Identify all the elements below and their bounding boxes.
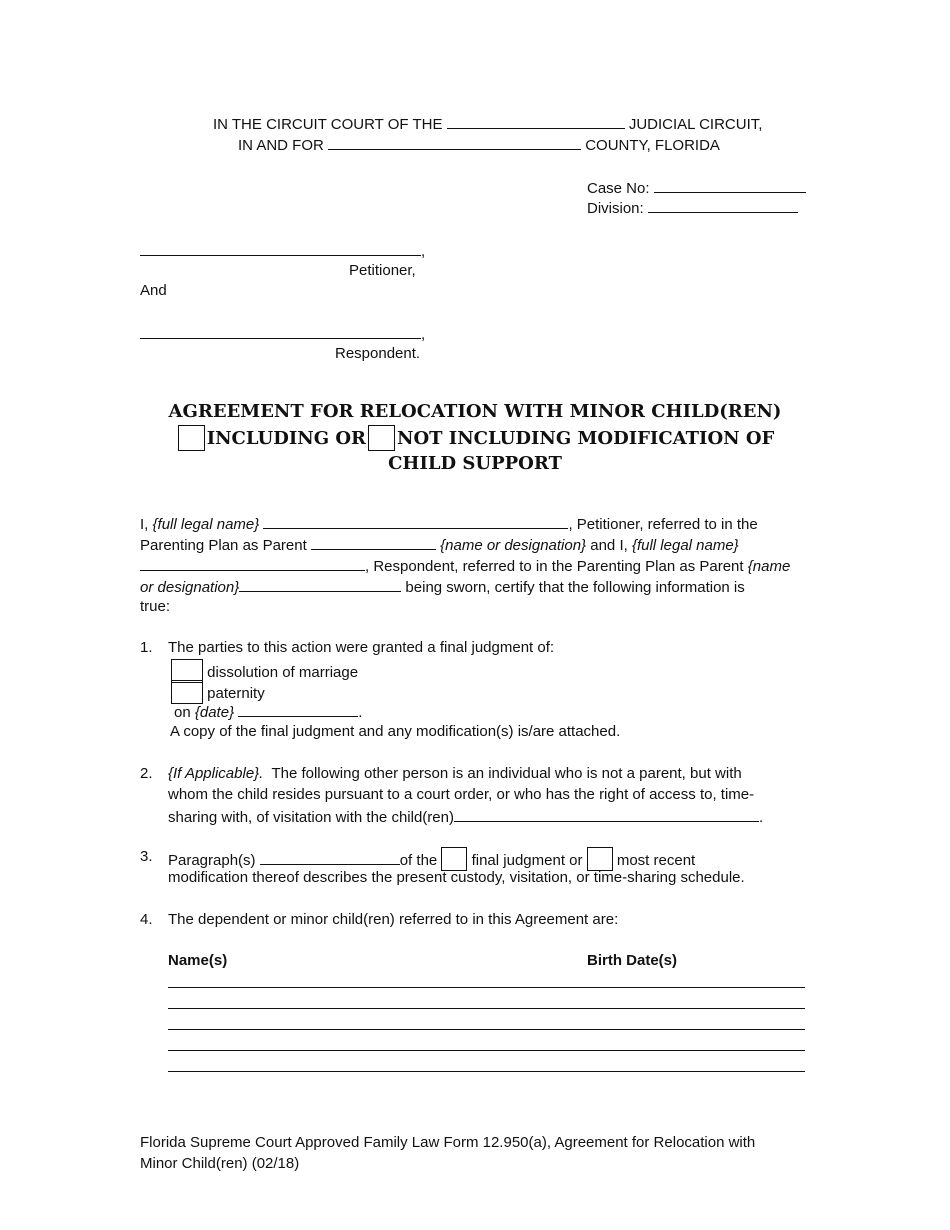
other-person-field[interactable] <box>454 806 759 822</box>
item-2-line-2: whom the child resides pursuant to a court order, or who has the right of access to, time- <box>168 786 755 803</box>
case-no-field[interactable] <box>654 177 806 193</box>
child-entry-line-1[interactable] <box>168 987 805 988</box>
including-checkbox[interactable] <box>178 425 205 451</box>
petitioner-full-name-field[interactable] <box>263 513 568 529</box>
dissolution-label: dissolution of marriage <box>207 664 359 681</box>
most-recent-label: most recent <box>616 852 696 869</box>
including-option-label: INCLUDING OR <box>206 428 367 449</box>
item-4-text: The dependent or minor child(ren) referred to in this Agreement are: <box>168 911 619 928</box>
not-including-option-label: NOT INCLUDING MODIFICATION OF <box>397 428 775 449</box>
respondent-name-row: , <box>140 323 425 345</box>
full-legal-name-hint: {full legal name} <box>152 516 260 533</box>
and-i-text: and I, <box>590 537 628 554</box>
court-line-1-end: JUDICIAL CIRCUIT, <box>628 116 763 133</box>
petitioner-label: Petitioner, <box>349 262 416 279</box>
court-line-2 <box>238 134 720 156</box>
item-2-line-3: sharing with, of visitation with the child(ren) . <box>168 806 763 828</box>
child-entry-line-2[interactable] <box>168 1008 805 1009</box>
court-line-1 <box>213 113 762 135</box>
item-1-date-row: on {date} . <box>174 701 362 723</box>
item-2-text-1: The following other person is an individual who is not a parent, but with <box>271 765 742 782</box>
paragraphs-field[interactable] <box>260 849 400 865</box>
respondent-designation-field[interactable] <box>239 576 401 592</box>
item-2-number: 2. <box>140 765 153 782</box>
case-no-label: Case No: <box>587 180 650 197</box>
item-3-line-2: modification thereof describes the present custody, visitation, or time-sharing schedule. <box>168 869 745 886</box>
court-line-1-start: IN THE CIRCUIT COURT OF THE <box>213 116 443 133</box>
petitioner-ref-text: , Petitioner, referred to in the <box>568 516 758 533</box>
form-title-line-3: CHILD SUPPORT <box>388 453 562 474</box>
intro-line-2 <box>140 534 739 556</box>
final-judgment-label: final judgment or <box>471 852 583 869</box>
petitioner-name-field[interactable] <box>140 240 421 256</box>
full-legal-name-hint-2: {full legal name} <box>631 537 739 554</box>
intro-line-1 <box>140 513 758 535</box>
name-hint-part-2: or designation} <box>140 579 240 596</box>
child-entry-line-4[interactable] <box>168 1050 805 1051</box>
parenting-plan-text: Parenting Plan as Parent <box>140 537 307 554</box>
item-1-copy-text: A copy of the final judgment and any modification(s) is/are attached. <box>170 723 621 740</box>
division-label: Division: <box>587 200 644 217</box>
respondent-ref-text: , Respondent, referred to in the Parenting Plan as Parent <box>365 558 744 575</box>
court-line-2-start: IN AND FOR <box>238 137 324 154</box>
of-the-label: of the <box>399 852 438 869</box>
date-hint: {date} <box>194 704 235 721</box>
item-4-number: 4. <box>140 911 153 928</box>
county-field[interactable] <box>328 134 581 150</box>
intro-line-5: true: <box>140 598 171 615</box>
item-3-number: 3. <box>140 848 153 865</box>
if-applicable-hint: {If Applicable}. <box>168 765 264 782</box>
division-field[interactable] <box>648 197 798 213</box>
petitioner-designation-field[interactable] <box>311 534 436 550</box>
case-no-row <box>587 177 806 199</box>
item-1-number: 1. <box>140 639 153 656</box>
footer-line-2: Minor Child(ren) (02/18) <box>140 1155 300 1172</box>
item-1-text: The parties to this action were granted a final judgment of: <box>168 639 555 656</box>
name-hint-part-1: {name <box>747 558 791 575</box>
item-2-text-3: sharing with, of visitation with the child(ren) <box>168 809 454 826</box>
respondent-label: Respondent. <box>335 345 421 362</box>
division-row <box>587 197 798 219</box>
respondent-full-name-field[interactable] <box>140 555 365 571</box>
judicial-circuit-field[interactable] <box>447 113 625 129</box>
being-sworn-text: being sworn, certify that the following information is <box>405 579 745 596</box>
form-title-line-2 <box>140 425 810 452</box>
paternity-label: paternity <box>207 685 265 702</box>
paragraphs-label: Paragraph(s) <box>168 852 256 869</box>
intro-i: I, <box>140 516 149 533</box>
intro-line-3 <box>140 555 790 577</box>
respondent-name-field[interactable] <box>140 323 421 339</box>
not-including-checkbox[interactable] <box>368 425 395 451</box>
intro-line-4 <box>140 576 745 598</box>
name-or-designation-hint: {name or designation} <box>440 537 587 554</box>
judgment-date-field[interactable] <box>238 701 358 717</box>
court-line-2-end: COUNTY, FLORIDA <box>585 137 720 154</box>
item-2-line-1 <box>168 764 742 784</box>
footer-line-1: Florida Supreme Court Approved Family Law Form 12.950(a), Agreement for Relocation with <box>140 1134 756 1151</box>
petitioner-name-row: , <box>140 240 425 262</box>
birth-dates-column-header: Birth Date(s) <box>587 952 678 969</box>
child-entry-line-3[interactable] <box>168 1029 805 1030</box>
on-label: on <box>174 704 191 721</box>
child-entry-line-5[interactable] <box>168 1071 805 1072</box>
form-title-line-1: AGREEMENT FOR RELOCATION WITH MINOR CHILD(REN) <box>168 401 782 422</box>
names-column-header: Name(s) <box>168 952 228 969</box>
and-label: And <box>140 282 167 299</box>
